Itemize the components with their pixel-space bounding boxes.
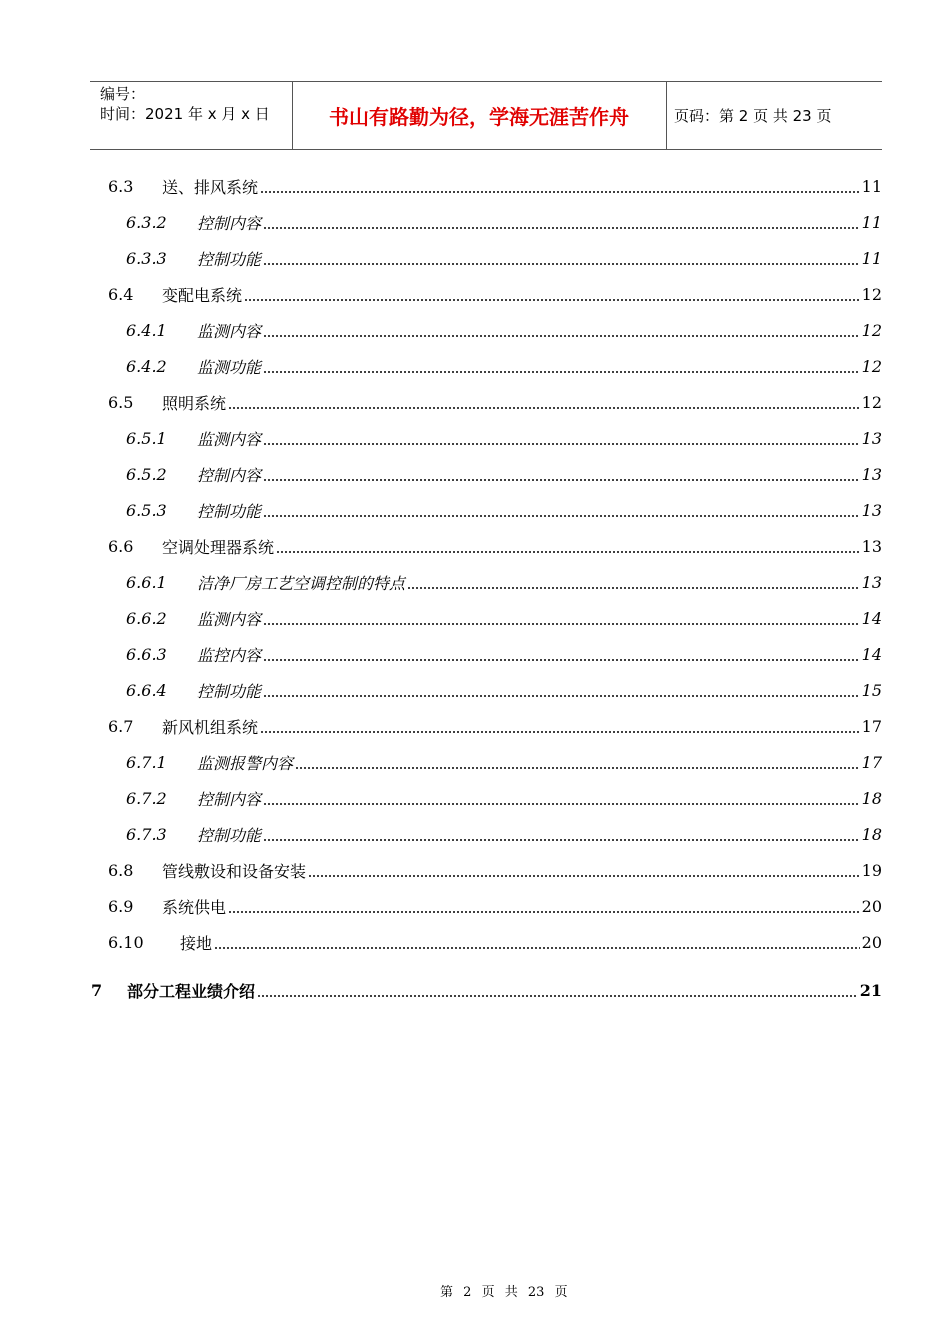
toc-entry-page: 19 (861, 860, 882, 880)
toc-entry-number: 6.3.3 (126, 248, 167, 268)
toc-entry[interactable] (126, 456, 882, 492)
toc-entry[interactable] (126, 420, 882, 456)
toc-dot-leader (263, 371, 860, 373)
toc-entry-number: 6.8 (108, 860, 134, 880)
toc-entry-page: 13 (861, 464, 882, 484)
toc-entry-title: 监测功能 (197, 357, 262, 377)
toc-entry-number: 6.3.2 (126, 212, 167, 232)
toc-entry-number: 6.4 (108, 284, 134, 304)
footer-total-unit: 页 (554, 1285, 568, 1300)
toc-entry[interactable] (126, 564, 882, 600)
toc-entry-number: 6.6 (108, 536, 134, 556)
toc-entry-title: 控制内容 (197, 213, 262, 233)
toc-entry-page: 21 (859, 980, 882, 1000)
toc-dot-leader (263, 227, 860, 229)
toc-entry-title: 空调处理器系统 (162, 537, 275, 557)
toc-entry-number: 6.4.2 (126, 356, 167, 376)
toc-dot-leader (308, 875, 860, 877)
toc-entry-title: 控制内容 (197, 789, 262, 809)
toc-entry-number: 6.7.1 (126, 752, 167, 772)
toc-entry-title: 照明系统 (162, 393, 227, 413)
toc-entry-page: 18 (861, 788, 882, 808)
toc-entry-page: 13 (861, 536, 882, 556)
toc-entry-title: 监控内容 (197, 645, 262, 665)
toc-entry[interactable] (108, 708, 882, 744)
toc-entry-page: 14 (861, 608, 882, 628)
toc-entry-number: 7 (91, 980, 103, 1000)
footer-page-number: 2 (463, 1285, 472, 1300)
toc-entry-number: 6.5.3 (126, 500, 167, 520)
toc-dot-leader (295, 767, 860, 769)
toc-entry-title: 控制内容 (197, 465, 262, 485)
doc-time: 时间：2021 年 x 月 x 日 (100, 105, 270, 123)
toc-entry-page: 11 (861, 212, 882, 232)
toc-dot-leader (260, 731, 860, 733)
toc-entry-title: 监测内容 (197, 429, 262, 449)
toc-entry-page: 12 (861, 320, 882, 340)
toc-entry[interactable] (108, 852, 882, 888)
header-divider (666, 82, 667, 149)
toc-entry-number: 6.5.1 (126, 428, 167, 448)
toc-entry[interactable] (126, 636, 882, 672)
footer-page-unit: 页 (481, 1285, 495, 1300)
toc-dot-leader (260, 191, 860, 193)
toc-entry[interactable] (108, 168, 882, 204)
toc-entry[interactable] (91, 972, 882, 1008)
header-slogan: 书山有路勤为径，学海无涯苦作舟 (329, 105, 629, 129)
toc-entry-title: 控制功能 (197, 681, 262, 701)
toc-entry-number: 6.6.4 (126, 680, 167, 700)
toc-entry-number: 6.7.2 (126, 788, 167, 808)
toc-entry[interactable] (126, 600, 882, 636)
toc-entry-title: 管线敷设和设备安装 (162, 861, 307, 881)
toc-dot-leader (263, 803, 860, 805)
toc-entry-page: 13 (861, 428, 882, 448)
toc-entry-title: 控制功能 (197, 249, 262, 269)
toc-entry-page: 13 (861, 572, 882, 592)
toc-entry-page: 15 (861, 680, 882, 700)
header-page-info: 页码：第 2 页 共 23 页 (674, 107, 832, 125)
toc-entry-page: 20 (861, 896, 882, 916)
toc-entry[interactable] (126, 780, 882, 816)
toc-entry-title: 送、排风系统 (162, 177, 259, 197)
toc-dot-leader (263, 263, 860, 265)
toc-entry[interactable] (108, 276, 882, 312)
footer-page-label: 第 (440, 1285, 454, 1300)
toc-entry-page: 14 (861, 644, 882, 664)
toc-dot-leader (263, 695, 860, 697)
footer-total-label: 共 (504, 1285, 518, 1300)
toc-entry-number: 6.3 (108, 176, 134, 196)
toc-dot-leader (263, 659, 860, 661)
toc-entry[interactable] (126, 348, 882, 384)
toc-entry-page: 12 (861, 284, 882, 304)
toc-entry-title: 系统供电 (162, 897, 227, 917)
toc-entry[interactable] (126, 492, 882, 528)
toc-entry-page: 17 (861, 752, 882, 772)
toc-dot-leader (263, 335, 860, 337)
toc-entry-title: 监测报警内容 (197, 753, 294, 773)
toc-dot-leader (263, 443, 860, 445)
toc-entry[interactable] (126, 240, 882, 276)
toc-entry-number: 6.7 (108, 716, 134, 736)
toc-entry-page: 13 (861, 500, 882, 520)
toc-entry-title: 控制功能 (197, 501, 262, 521)
toc-entry[interactable] (108, 384, 882, 420)
toc-dot-leader (244, 299, 860, 301)
toc-entry-title: 监测内容 (197, 609, 262, 629)
page-footer (0, 1281, 950, 1300)
toc-entry-page: 12 (861, 392, 882, 412)
toc-entry[interactable] (108, 528, 882, 564)
toc-entry-page: 17 (861, 716, 882, 736)
toc-dot-leader (263, 479, 860, 481)
toc-entry-number: 6.10 (108, 932, 144, 952)
toc-dot-leader (263, 839, 860, 841)
toc-entry-title: 新风机组系统 (162, 717, 259, 737)
toc-entry-page: 11 (861, 248, 882, 268)
toc-entry-title: 监测内容 (197, 321, 262, 341)
toc-dot-leader (407, 587, 860, 589)
toc-entry[interactable] (126, 816, 882, 852)
toc-entry-page: 18 (861, 824, 882, 844)
toc-dot-leader (214, 947, 860, 949)
toc-dot-leader (276, 551, 860, 553)
toc-entry[interactable] (108, 888, 882, 924)
toc-entry-number: 6.6.2 (126, 608, 167, 628)
toc-entry-number: 6.9 (108, 896, 134, 916)
toc-entry-number: 6.5 (108, 392, 134, 412)
toc-entry-number: 6.6.3 (126, 644, 167, 664)
toc-entry[interactable] (126, 312, 882, 348)
doc-number: 编号： (100, 85, 146, 103)
toc-entry-page: 20 (861, 932, 882, 952)
toc-entry[interactable] (108, 924, 882, 960)
toc-entry-number: 6.5.2 (126, 464, 167, 484)
toc-entry-title: 变配电系统 (162, 285, 243, 305)
toc-entry-number: 6.6.1 (126, 572, 167, 592)
toc-entry-title: 接地 (180, 933, 213, 953)
toc-entry-page: 12 (861, 356, 882, 376)
toc-entry[interactable] (126, 672, 882, 708)
toc-entry-title: 控制功能 (197, 825, 262, 845)
toc-entry-title: 部分工程业绩介绍 (127, 981, 256, 1001)
toc-dot-leader (263, 515, 860, 517)
toc-entry-number: 6.7.3 (126, 824, 167, 844)
toc-dot-leader (263, 623, 860, 625)
header-meta (100, 84, 270, 124)
toc-entry-number: 6.4.1 (126, 320, 167, 340)
toc-dot-leader (228, 911, 860, 913)
toc-entry[interactable] (126, 204, 882, 240)
toc-entry-page: 11 (861, 176, 882, 196)
footer-total-number: 23 (527, 1285, 545, 1300)
page-header (90, 81, 882, 150)
toc-dot-leader (228, 407, 860, 409)
toc-dot-leader (257, 995, 858, 997)
toc-entry[interactable] (126, 744, 882, 780)
toc-entry-title: 洁净厂房工艺空调控制的特点 (197, 573, 406, 593)
